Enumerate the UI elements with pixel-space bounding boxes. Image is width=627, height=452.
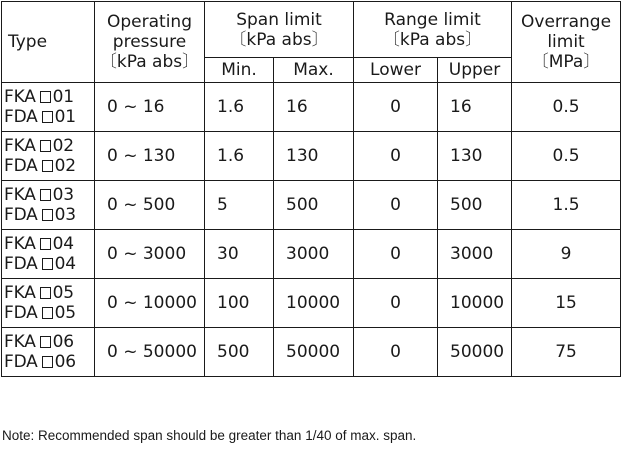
range-upper-cell: 3000 [438, 230, 512, 279]
range-lower-cell: 0 [354, 279, 438, 328]
type-suffix: 02 [52, 136, 74, 156]
type-b: FDA [4, 352, 38, 372]
type-b: FDA [4, 205, 38, 225]
table-row [2, 132, 621, 181]
type-suffix: 01 [54, 107, 76, 127]
span-min-cell: 1.6 [205, 83, 274, 132]
type-cell [2, 132, 95, 181]
type-suffix: 05 [52, 283, 74, 303]
placeholder-box-icon [40, 336, 51, 348]
range-upper-cell: 16 [438, 83, 512, 132]
operating-pressure-cell: 0 ~ 10000 [95, 279, 205, 328]
type-a: FKA [4, 87, 36, 107]
type-suffix: 06 [52, 332, 74, 352]
span-min-cell: 500 [205, 328, 274, 377]
header-overrange-unit: 〔MPa〕 [531, 52, 601, 72]
placeholder-box-icon [42, 356, 53, 368]
spec-table [1, 1, 621, 377]
type-b: FDA [4, 156, 38, 176]
header-overrange-limit [512, 2, 621, 83]
table-row [2, 279, 621, 328]
header-span-max: Max. [274, 58, 354, 83]
placeholder-box-icon [42, 209, 53, 221]
header-range-limit [354, 2, 512, 58]
range-lower-cell: 0 [354, 181, 438, 230]
span-max-cell: 500 [274, 181, 354, 230]
placeholder-box-icon [42, 258, 53, 270]
placeholder-box-icon [40, 91, 51, 103]
span-min-cell: 1.6 [205, 132, 274, 181]
range-lower-cell: 0 [354, 230, 438, 279]
type-b: FDA [4, 107, 38, 127]
operating-pressure-cell: 0 ~ 16 [95, 83, 205, 132]
placeholder-box-icon [40, 287, 51, 299]
span-max-cell: 10000 [274, 279, 354, 328]
header-operating-pressure-unit: 〔kPa abs〕 [99, 52, 200, 72]
range-upper-cell: 10000 [438, 279, 512, 328]
type-suffix: 03 [54, 205, 76, 225]
overrange-cell: 0.5 [512, 132, 621, 181]
overrange-cell: 9 [512, 230, 621, 279]
overrange-cell: 75 [512, 328, 621, 377]
header-span-min: Min. [205, 58, 274, 83]
footnote: Note: Recommended span should be greater than 1/40 of max. span. [2, 428, 417, 443]
type-a: FKA [4, 136, 36, 156]
type-cell [2, 181, 95, 230]
placeholder-box-icon [40, 140, 51, 152]
placeholder-box-icon [40, 238, 51, 250]
header-operating-pressure-line1: Operating [107, 12, 192, 32]
range-lower-cell: 0 [354, 83, 438, 132]
header-range-lower: Lower [354, 58, 438, 83]
type-suffix: 02 [54, 156, 76, 176]
header-operating-pressure [95, 2, 205, 83]
span-max-cell: 50000 [274, 328, 354, 377]
type-suffix: 06 [54, 352, 76, 372]
type-suffix: 04 [54, 254, 76, 274]
range-upper-cell: 500 [438, 181, 512, 230]
type-suffix: 03 [52, 185, 74, 205]
placeholder-box-icon [40, 189, 51, 201]
header-range-limit-unit: 〔kPa abs〕 [382, 29, 483, 50]
table-row [2, 328, 621, 377]
header-span-limit-title: Span limit [236, 9, 322, 30]
type-suffix: 04 [52, 234, 74, 254]
range-upper-cell: 50000 [438, 328, 512, 377]
table-row [2, 181, 621, 230]
operating-pressure-cell: 0 ~ 130 [95, 132, 205, 181]
range-lower-cell: 0 [354, 328, 438, 377]
operating-pressure-cell: 0 ~ 50000 [95, 328, 205, 377]
type-cell [2, 83, 95, 132]
span-min-cell: 100 [205, 279, 274, 328]
overrange-cell: 0.5 [512, 83, 621, 132]
type-cell [2, 328, 95, 377]
type-a: FKA [4, 234, 36, 254]
type-suffix: 01 [52, 87, 74, 107]
type-a: FKA [4, 332, 36, 352]
table-row [2, 83, 621, 132]
header-operating-pressure-line2: pressure [112, 32, 187, 52]
header-range-limit-title: Range limit [384, 9, 481, 30]
overrange-cell: 15 [512, 279, 621, 328]
header-span-limit-unit: 〔kPa abs〕 [229, 29, 329, 50]
header-span-limit [205, 2, 354, 58]
type-cell [2, 230, 95, 279]
type-a: FKA [4, 283, 36, 303]
header-overrange-line2: limit [547, 32, 585, 52]
overrange-cell: 1.5 [512, 181, 621, 230]
type-a: FKA [4, 185, 36, 205]
span-max-cell: 130 [274, 132, 354, 181]
header-type: Type [2, 2, 95, 83]
range-lower-cell: 0 [354, 132, 438, 181]
span-min-cell: 30 [205, 230, 274, 279]
table-row [2, 230, 621, 279]
range-upper-cell: 130 [438, 132, 512, 181]
type-cell [2, 279, 95, 328]
type-suffix: 05 [54, 303, 76, 323]
span-max-cell: 3000 [274, 230, 354, 279]
span-max-cell: 16 [274, 83, 354, 132]
operating-pressure-cell: 0 ~ 500 [95, 181, 205, 230]
operating-pressure-cell: 0 ~ 3000 [95, 230, 205, 279]
type-b: FDA [4, 303, 38, 323]
span-min-cell: 5 [205, 181, 274, 230]
placeholder-box-icon [42, 160, 53, 172]
placeholder-box-icon [42, 307, 53, 319]
header-range-upper: Upper [438, 58, 512, 83]
type-b: FDA [4, 254, 38, 274]
placeholder-box-icon [42, 111, 53, 123]
header-overrange-line1: Overrange [521, 12, 612, 32]
